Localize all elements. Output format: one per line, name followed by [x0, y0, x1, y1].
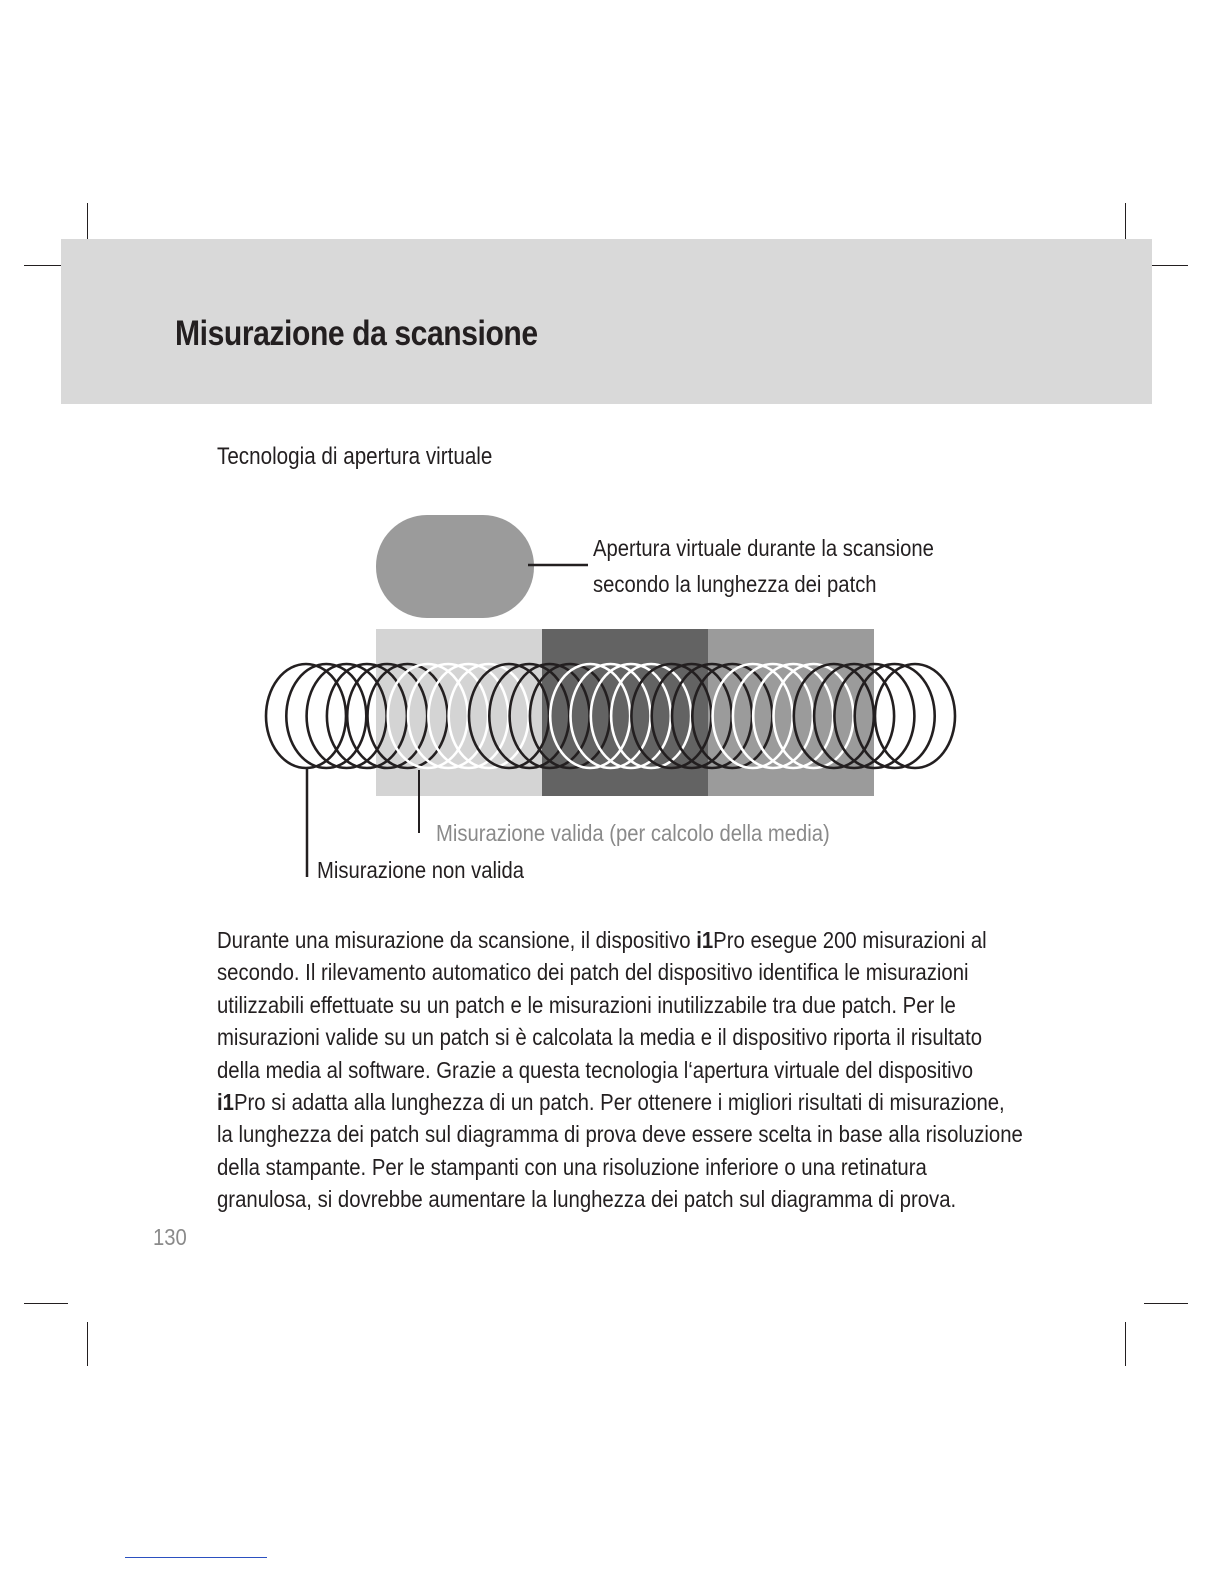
brand-name: i1	[217, 1089, 234, 1116]
invalid-measurement-ring	[327, 664, 407, 768]
body-text-run: Pro si adatta alla lunghezza di un patch. Per ottenere i migliori risultati di misurazione,	[233, 1089, 1005, 1116]
color-patch-medium	[708, 629, 874, 796]
valid-measurement-ring	[591, 664, 671, 768]
body-line	[217, 1086, 1101, 1118]
valid-measurement-ring	[733, 664, 813, 768]
valid-measurement-ring	[753, 664, 833, 768]
body-line: utilizzabili effettuate su un patch e le misurazioni inutilizzabile tra due patch. Per le	[217, 991, 956, 1018]
brand-name: i1	[696, 927, 714, 953]
valid-measurement-label: Misurazione valida (per calcolo della media)	[436, 820, 830, 846]
body-text-run: Pro esegue 200 misurazioni al	[713, 927, 987, 953]
aperture-label	[593, 530, 934, 602]
invalid-measurement-label: Misurazione non valida	[317, 857, 525, 883]
invalid-measurement-ring	[307, 664, 387, 768]
body-line: della media al software. Grazie a questa tecnologia l‘apertura virtuale del dispositivo	[217, 1056, 974, 1083]
page-number: 130	[153, 1224, 187, 1250]
invalid-measurement-ring	[652, 664, 732, 768]
invalid-measurement-ring	[672, 664, 752, 768]
invalid-measurement-ring	[469, 664, 549, 768]
invalid-measurement-ring	[489, 664, 569, 768]
color-patch-dark	[542, 629, 708, 796]
body-line	[217, 924, 1101, 956]
crop-mark	[87, 1322, 88, 1366]
invalid-measurement-ring	[834, 664, 914, 768]
invalid-measurement-ring	[631, 664, 711, 768]
body-line: granulosa, si dovrebbe aumentare la lunghezza dei patch sul diagramma di prova.	[217, 1186, 957, 1213]
invalid-measurement-ring	[266, 664, 346, 768]
aperture-label-line2: secondo la lunghezza dei patch	[593, 571, 877, 597]
crop-mark	[1144, 1303, 1188, 1304]
valid-measurement-ring	[449, 664, 529, 768]
body-line: misurazioni valide su un patch si è calcolata la media e il dispositivo riporta il risultato	[217, 1024, 983, 1051]
crop-mark	[1125, 1322, 1126, 1366]
crop-mark	[24, 1303, 68, 1304]
body-line: secondo. Il rilevamento automatico dei patch del dispositivo identifica le misurazioni	[217, 959, 969, 986]
invalid-measurement-ring	[368, 664, 448, 768]
invalid-measurement-ring	[530, 664, 610, 768]
valid-measurement-ring	[611, 664, 691, 768]
virtual-aperture-shape	[376, 515, 534, 618]
valid-measurement-ring	[713, 664, 793, 768]
invalid-measurement-ring	[855, 664, 935, 768]
invalid-measurement-ring	[692, 664, 772, 768]
invalid-measurement-ring	[794, 664, 874, 768]
invalid-measurement-ring	[875, 664, 955, 768]
color-patch-light	[376, 629, 542, 796]
body-paragraph	[217, 924, 1101, 1216]
valid-measurement-ring	[388, 664, 468, 768]
aperture-label-line1: Apertura virtuale durante la scansione	[593, 535, 934, 561]
valid-measurement-ring	[550, 664, 630, 768]
invalid-measurement-ring	[286, 664, 366, 768]
invalid-measurement-ring	[814, 664, 894, 768]
measurement-rings	[266, 664, 955, 768]
valid-measurement-ring	[408, 664, 488, 768]
invalid-measurement-ring	[510, 664, 590, 768]
body-line: della stampante. Per le stampanti con una risoluzione inferiore o una retinatura	[217, 1153, 927, 1180]
body-line: la lunghezza dei patch sul diagramma di prova deve essere scelta in base alla risoluzione	[217, 1121, 1023, 1148]
valid-measurement-ring	[571, 664, 651, 768]
page-title: Misurazione da scansione	[175, 314, 538, 353]
section-subtitle: Tecnologia di apertura virtuale	[217, 443, 493, 470]
body-text-run: Durante una misurazione da scansione, il dispositivo	[217, 927, 697, 953]
invalid-measurement-ring	[347, 664, 427, 768]
valid-measurement-ring	[428, 664, 508, 768]
valid-measurement-ring	[774, 664, 854, 768]
bottom-rule	[125, 1557, 267, 1558]
